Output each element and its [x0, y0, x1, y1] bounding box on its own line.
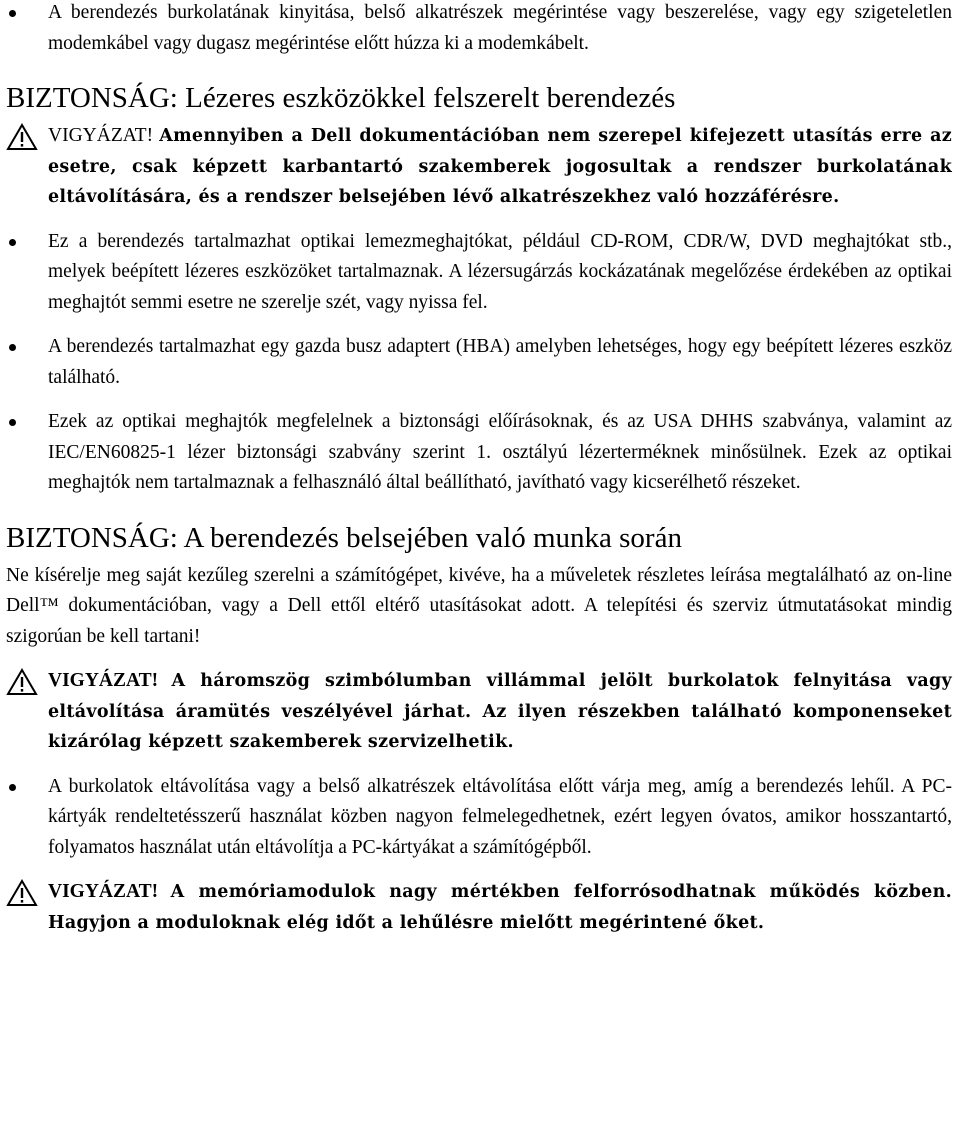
heading-inside-safety: BIZTONSÁG: A berendezés belsejében való munka során — [6, 521, 682, 554]
warning-label: VIGYÁZAT! — [48, 670, 159, 691]
heading-laser-safety: BIZTONSÁG: Lézeres eszközökkel felszerelt berendezés — [6, 82, 676, 114]
warning-shock — [6, 666, 952, 758]
warning-triangle-icon — [6, 879, 38, 907]
warning-label: VIGYÁZAT! — [48, 125, 154, 146]
bullet-item: A berendezés tartalmazhat egy gazda busz adaptert (HBA) amelyben lehetséges, hogy egy beépített lézeres eszköz található. — [6, 332, 952, 393]
bullet-item: A berendezés burkolatának kinyitása, belső alkatrészek megérintése vagy beszerelése, vagy egy szigeteletlen modemkábel vagy dugasz megérintése előtt húzza ki a modemkábelt. — [6, 0, 952, 59]
paragraph-inside: Ne kísérelje meg saját kezűleg szerelni a számítógépet, kivéve, ha a műveletek részletes leírása megtalálható az on-line Dell™ dokumentációban, vagy a Dell ettől eltérő utasításokat adott. A telepítési és szerviz útmutatásokat mindig szigorúan be kell tartani! — [6, 564, 952, 647]
bullet-item: Ezek az optikai meghajtók megfelelnek a biztonsági előírásoknak, és az USA DHHS szabványa, valamint az IEC/EN60825-1 lézer biztonsági szabvány szerint 1. osztályú lézerterméknek minősülnek. Ezek az optikai meghajtók nem tartalmaznak a felhasználó által beállítható, javítható vagy kicserélhető részeket. — [6, 407, 952, 499]
warning-text: A háromszög szimbólumban villámmal jelölt burkolatok felnyitása vagy eltávolítása áramütés veszélyével járhat. Az ilyen részekben található komponenseket kizárólag képzett szakemberek szervizelhetik. — [48, 671, 953, 752]
warning-text: A memóriamodulok nagy mértékben felforrósodhatnak működés közben. Hagyjon a moduloknak elég időt a lehűlésre mielőtt megérintené őket. — [48, 882, 952, 933]
warning-text: Amennyiben a Dell dokumentációban nem szerepel kifejezett utasítás erre az esetre, csak képzett karbantartó szakemberek jogosultak a rendszer burkolatának eltávolítására, és a rendszer belsejében lévő alkatrészekhez való hozzáférésre. — [48, 126, 952, 207]
warning-label: VIGYÁZAT! — [48, 881, 159, 902]
bullet-item: Ez a berendezés tartalmazhat optikai lemezmeghajtókat, például CD-ROM, CDR/W, DVD meghajtókat stb., melyek beépített lézeres eszközöket tartalmaznak. A lézersugárzás kockázatának megelőzése érdekében az optikai meghajtót semmi esetre ne szerelje szét, vagy nyissa fel. — [6, 227, 952, 319]
warning-triangle-icon — [6, 123, 38, 151]
warning-triangle-icon — [6, 668, 38, 696]
warning-memory — [6, 877, 952, 938]
warning-laser — [6, 121, 952, 213]
bullet-item: A burkolatok eltávolítása vagy a belső alkatrészek eltávolítása előtt várja meg, amíg a berendezés lehűl. A PC-kártyák rendeltetésszerű használat közben nagyon felmelegedhetnek, ezért legyen óvatos, amikor hosszantartó, folyamatos használat után eltávolítja a PC-kártyákat a számítógépből. — [6, 772, 952, 864]
